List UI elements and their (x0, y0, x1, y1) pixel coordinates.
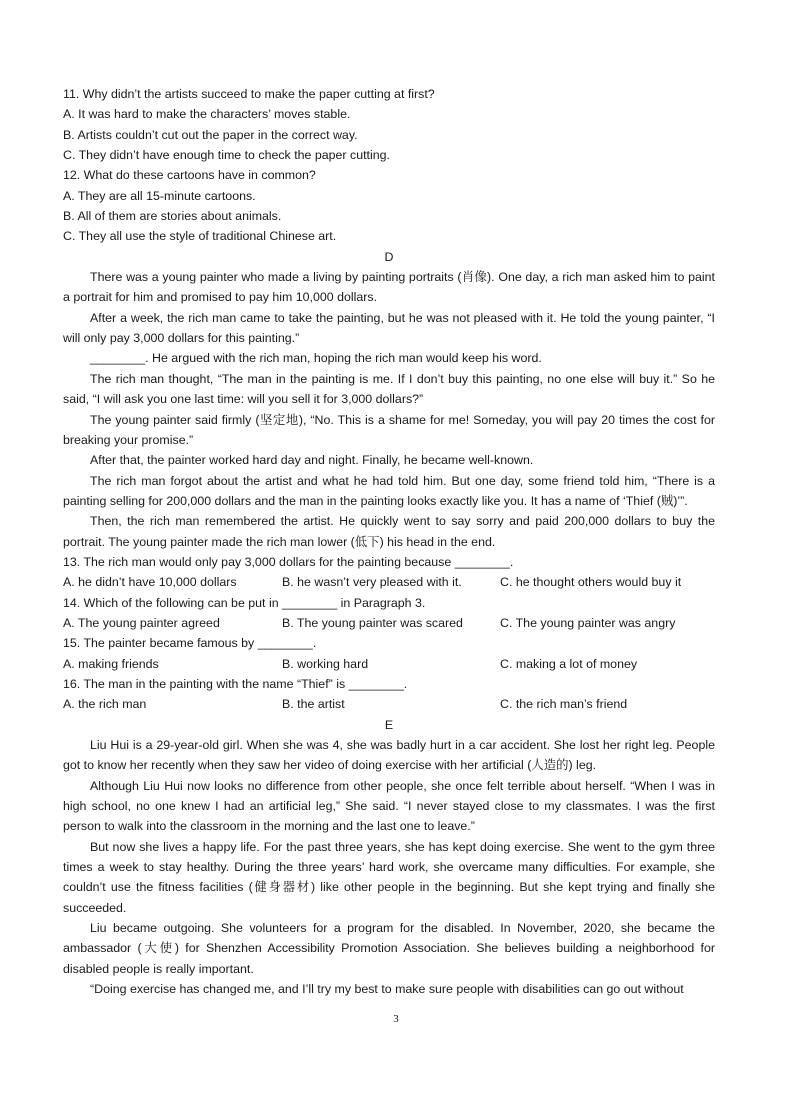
question-15-option-c: C. making a lot of money (500, 656, 638, 671)
section-e-paragraph-3: But now she lives a happy life. For the past three years, she has kept doing exercise. She went to the gym three times a week to stay healthy. During the three years’ hard work, she overcame many difficulties. For example, she couldn’t use the fitness facilities (健身器材) like other people in the beginning. But she kept trying and finally she succeeded. (63, 839, 715, 915)
question-15-options (63, 654, 715, 674)
section-d-paragraph-7: The rich man forgot about the artist and what he had told him. But one day, some friend told him, “There is a painting selling for 200,000 dollars and the man in the painting looks exactly like you. It has a name of ‘Thief (贼)’”. (63, 473, 715, 508)
question-12: 12. What do these cartoons have in common? (63, 168, 316, 183)
question-14-options (63, 613, 715, 633)
question-13-option-a: A. he didn’t have 10,000 dollars (63, 575, 237, 590)
question-13-option-b: B. he wasn’t very pleased with it. (282, 575, 462, 590)
worksheet-page (63, 84, 715, 999)
question-11-option-c: C. They didn’t have enough time to check the paper cutting. (63, 148, 390, 163)
question-11-option-b: B. Artists couldn’t cut out the paper in the correct way. (63, 127, 358, 142)
question-13: 13. The rich man would only pay 3,000 dollars for the painting because ________. (63, 554, 514, 569)
question-13-option-c: C. he thought others would buy it (500, 575, 682, 590)
question-12-option-a: A. They are all 15-minute cartoons. (63, 188, 256, 203)
question-14-option-a: A. The young painter agreed (63, 615, 220, 630)
section-d-paragraph-2: After a week, the rich man came to take the painting, but he was not pleased with it. He told the young painter, “I will only pay 3,000 dollars for this painting.” (63, 310, 715, 346)
section-d-heading: D (384, 249, 394, 264)
question-16-option-a: A. the rich man (63, 697, 147, 712)
question-11-option-a: A. It was hard to make the characters’ moves stable. (63, 107, 351, 122)
section-e-paragraph-4: Liu became outgoing. She volunteers for a program for the disabled. In November, 2020, she became the ambassador (大使) for Shenzhen Accessibility Promotion Association. She believes building a neighborhood for disabled people is really important. (63, 921, 715, 976)
question-15-option-a: A. making friends (63, 656, 159, 671)
section-d-paragraph-4: The rich man thought, “The man in the painting is me. If I don’t buy this painting, no one else will buy it.” So he said, “I will ask you one last time: will you sell it for 3,000 dollars?” (63, 371, 715, 407)
question-14-option-b: B. The young painter was scared (282, 615, 463, 630)
section-e-paragraph-1: Liu Hui is a 29-year-old girl. When she was 4, she was badly hurt in a car accident. She lost her right leg. People got to know her recently when they saw her video of doing exercise with her artificial (人造的) leg. (63, 738, 715, 773)
question-12-option-b: B. All of them are stories about animals. (63, 209, 282, 224)
section-e-paragraph-5: “Doing exercise has changed me, and I’ll try my best to make sure people with disabilities can go out without (90, 982, 684, 997)
question-15: 15. The painter became famous by ________. (63, 636, 317, 651)
question-15-option-b: B. working hard (282, 656, 369, 671)
question-14: 14. Which of the following can be put in ________ in Paragraph 3. (63, 595, 426, 610)
section-d-paragraph-1: There was a young painter who made a living by painting portraits (肖像). One day, a rich man asked him to paint a portrait for him and promised to pay him 10,000 dollars. (63, 270, 715, 305)
question-16-options (63, 694, 715, 714)
page-number: 3 (393, 1013, 399, 1025)
question-16-option-c: C. the rich man’s friend (500, 697, 628, 712)
section-d-paragraph-6: After that, the painter worked hard day and night. Finally, he became well-known. (90, 453, 534, 468)
question-12-option-c: C. They all use the style of traditional Chinese art. (63, 229, 337, 244)
question-16: 16. The man in the painting with the name “Thief” is ________. (63, 676, 408, 691)
section-d-paragraph-3: ________. He argued with the rich man, hoping the rich man would keep his word. (90, 351, 542, 366)
section-d-paragraph-5: The young painter said firmly (坚定地), “No. This is a shame for me! Someday, you will pay 20 times the cost for breaking your promise.” (63, 412, 715, 447)
section-d-paragraph-8: Then, the rich man remembered the artist. He quickly went to say sorry and paid 200,000 dollars to buy the portrait. The young painter made the rich man lower (低下) his head in the end. (63, 514, 715, 549)
section-e-heading: E (384, 717, 394, 732)
section-e-paragraph-2: Although Liu Hui now looks no difference from other people, she once felt terrible about herself. “When I was in high school, no one knew I had an artificial leg,” She said. “I never stayed close to my classmates. I was the first person to walk into the classroom in the morning and the last one to leave.” (63, 778, 715, 834)
question-13-options (63, 572, 715, 592)
question-11: 11. Why didn’t the artists succeed to make the paper cutting at first? (63, 87, 435, 101)
question-16-option-b: B. the artist (282, 697, 345, 712)
question-14-option-c: C. The young painter was angry (500, 615, 676, 630)
